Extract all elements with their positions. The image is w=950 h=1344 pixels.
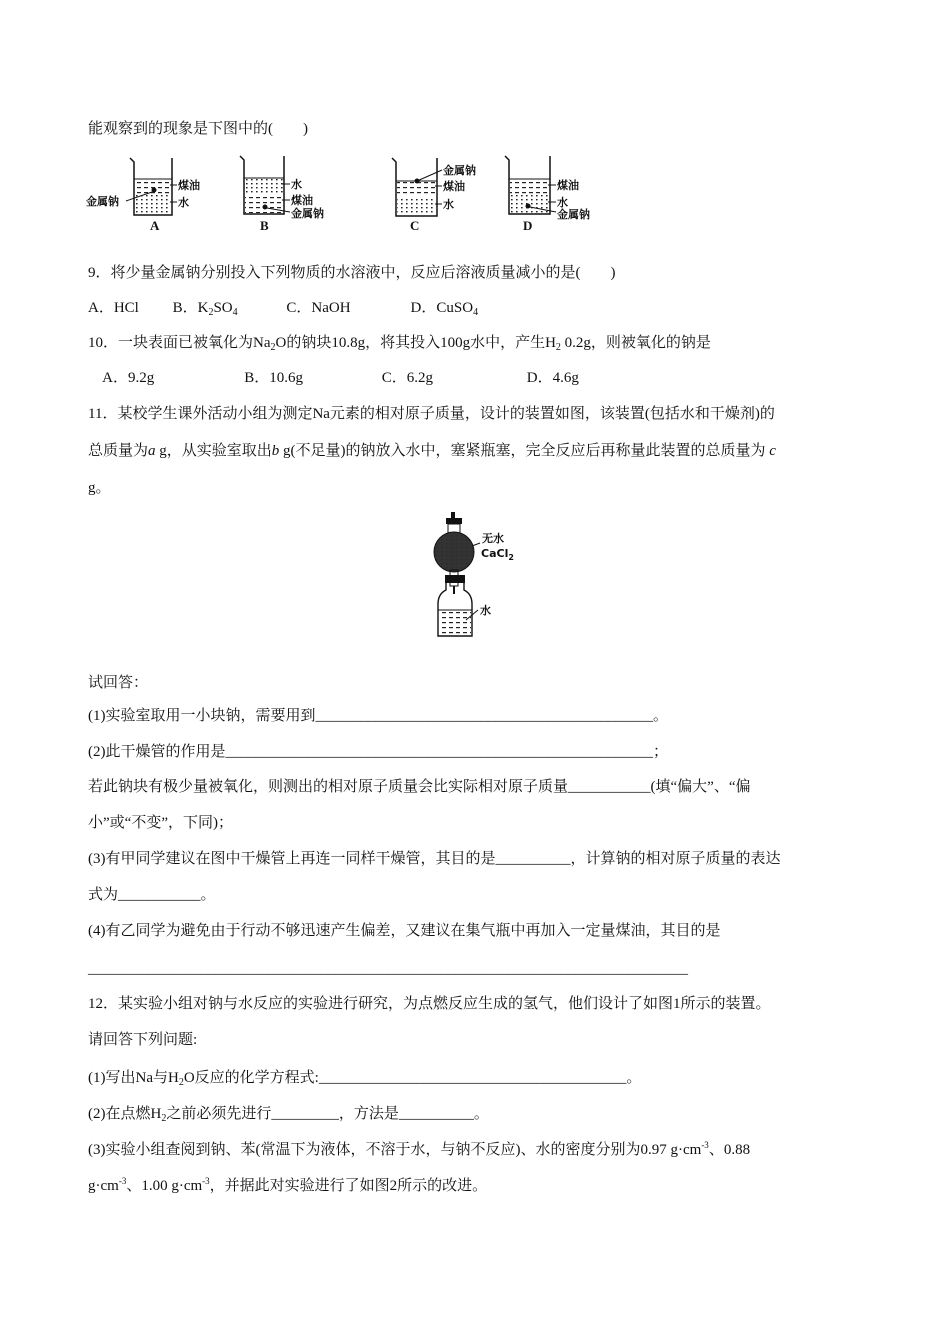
- text-line: [88, 674, 148, 692]
- text-segment: SO: [213, 300, 233, 316]
- text-line: [88, 814, 233, 832]
- caption-d: D: [523, 218, 533, 233]
- text-segment: 小”或“不变”，下同)；: [88, 815, 233, 831]
- label-water: 水: [557, 196, 568, 209]
- text-line: [88, 299, 478, 317]
- text-line: [88, 850, 781, 868]
- label-cacl2: CaCl$_2$: [481, 547, 514, 562]
- text-line: [88, 1105, 489, 1123]
- subscript: 4: [473, 307, 479, 318]
- subscript: 2: [161, 1113, 167, 1124]
- text-line: [88, 479, 111, 497]
- label-sodium: 金属钠: [557, 208, 590, 221]
- label-water: 水: [178, 196, 189, 209]
- text-segment: A．9.2g B．10.6g C．6.2g D．4.6g: [88, 370, 579, 386]
- text-line: [88, 264, 616, 282]
- text-line: [88, 1141, 750, 1159]
- text-segment: 、1.00 g·cm: [126, 1178, 203, 1194]
- text-line: [88, 369, 579, 387]
- text-segment: (1)写出Na与H: [88, 1070, 179, 1086]
- label-sodium: 金属钠: [86, 195, 119, 208]
- beaker-a: [86, 158, 200, 233]
- caption-a: A: [150, 218, 160, 233]
- subscript: 2: [208, 307, 214, 318]
- text-segment: g·cm: [88, 1178, 119, 1194]
- text-segment: O的钠块10.8g，将其投入100g水中，产生H: [275, 335, 556, 351]
- label-kerosene: 煤油: [443, 180, 465, 193]
- superscript: -3: [701, 1140, 709, 1150]
- text-line: [88, 334, 711, 352]
- text-segment: 10．一块表面已被氧化为Na: [88, 335, 271, 351]
- text-line: [88, 442, 776, 460]
- label-water: 水: [291, 178, 302, 191]
- text-segment: O反应的化学方程式:_________________________________________。: [183, 1070, 642, 1086]
- text-line: [88, 778, 750, 796]
- text-segment: 总质量为: [88, 443, 149, 459]
- text-segment: c: [769, 443, 776, 459]
- text-segment: 12．某实验小组对钠与水反应的实验进行研究，为点燃反应生成的氢气，他们设计了如图1所示的装置。: [88, 996, 771, 1012]
- text-line: [88, 743, 668, 761]
- text-segment: 之前必须先进行_________，方法是__________。: [166, 1106, 489, 1122]
- text-segment: 式为___________。: [88, 887, 216, 903]
- text-segment: 0.2g，则被氧化的钠是: [560, 335, 711, 351]
- text-line: [88, 886, 216, 904]
- caption-c: C: [410, 218, 420, 233]
- text-line: [88, 707, 668, 725]
- text-segment: 请回答下列问题:: [88, 1032, 198, 1048]
- drying-tube-apparatus: [420, 510, 540, 640]
- label-water: 水: [443, 198, 454, 211]
- text-line: [88, 1031, 197, 1049]
- text-line: [88, 922, 721, 940]
- text-segment: g(不足量)的钠放入水中，塞紧瓶塞，完全反应后再称量此装置的总质量为: [279, 443, 770, 459]
- label-anhydrous: 无水: [482, 532, 504, 545]
- label-kerosene: 煤油: [557, 179, 579, 192]
- subscript: 2: [270, 342, 276, 353]
- label-sodium: 金属钠: [443, 164, 476, 177]
- label-sodium: 金属钠: [291, 207, 324, 220]
- beaker-b: [240, 156, 324, 233]
- subscript: 2: [178, 1077, 184, 1088]
- label-kerosene: 煤油: [178, 179, 200, 192]
- beaker-d: [505, 156, 590, 233]
- text-segment: (4)有乙同学为避免由于行动不够迅速产生偏差，又建议在集气瓶中再加入一定量煤油，其目的是: [88, 923, 721, 939]
- superscript: -3: [202, 1176, 210, 1186]
- text-segment: 、0.88: [708, 1142, 751, 1158]
- text-segment: ，并据此对实验进行了如图2所示的改进。: [209, 1178, 488, 1194]
- text-line: [88, 995, 771, 1013]
- text-segment: A．HCl B．K: [88, 300, 209, 316]
- text-segment: 9．将少量金属钠分别投入下列物质的水溶液中，反应后溶液质量减小的是( ): [88, 265, 616, 281]
- text-line: [88, 1177, 487, 1195]
- text-segment: 若此钠块有极少量被氧化，则测出的相对原子质量会比实际相对原子质量___________(填“偏大”、“偏: [88, 779, 751, 795]
- text-segment: 11．某校学生课外活动小组为测定Na元素的相对原子质量，设计的装置如图，该装置(包括水和干燥剂)的: [88, 406, 775, 422]
- caption-b: B: [260, 218, 269, 233]
- text-line: [88, 120, 308, 138]
- text-segment: ________________________________________________________________________________: [88, 961, 688, 977]
- text-segment: (2)此干燥管的作用是_________________________________________________________；: [88, 744, 668, 760]
- text-segment: (3)有甲同学建议在图中干燥管上再连一同样干燥管，其目的是__________，计算钠的相对原子质量的表达: [88, 851, 781, 867]
- text-segment: b: [271, 443, 280, 459]
- subscript: 2: [555, 342, 561, 353]
- text-segment: g，从实验室取出: [155, 443, 272, 459]
- text-segment: 试回答：: [88, 675, 149, 691]
- text-line: [88, 960, 688, 978]
- text-segment: (3)实验小组查阅到钠、苯(常温下为液体，不溶于水，与钠不反应)、水的密度分别为0.97 g·cm: [88, 1142, 702, 1158]
- text-segment: (1)实验室取用一小块钠，需要用到_____________________________________________。: [88, 708, 668, 724]
- beaker-figures: [80, 150, 620, 240]
- label-kerosene: 煤油: [291, 194, 313, 207]
- text-segment: C．NaOH D．CuSO: [237, 300, 474, 316]
- label-water: 水: [480, 604, 491, 617]
- text-segment: a: [148, 443, 156, 459]
- text-line: [88, 405, 775, 423]
- superscript: -3: [118, 1176, 127, 1186]
- subscript: 4: [232, 307, 238, 318]
- text-line: [88, 1069, 641, 1087]
- text-segment: (2)在点燃H: [88, 1106, 162, 1122]
- text-segment: 能观察到的现象是下图中的( ): [88, 121, 308, 137]
- beaker-c: [392, 158, 476, 233]
- text-segment: g。: [88, 480, 111, 496]
